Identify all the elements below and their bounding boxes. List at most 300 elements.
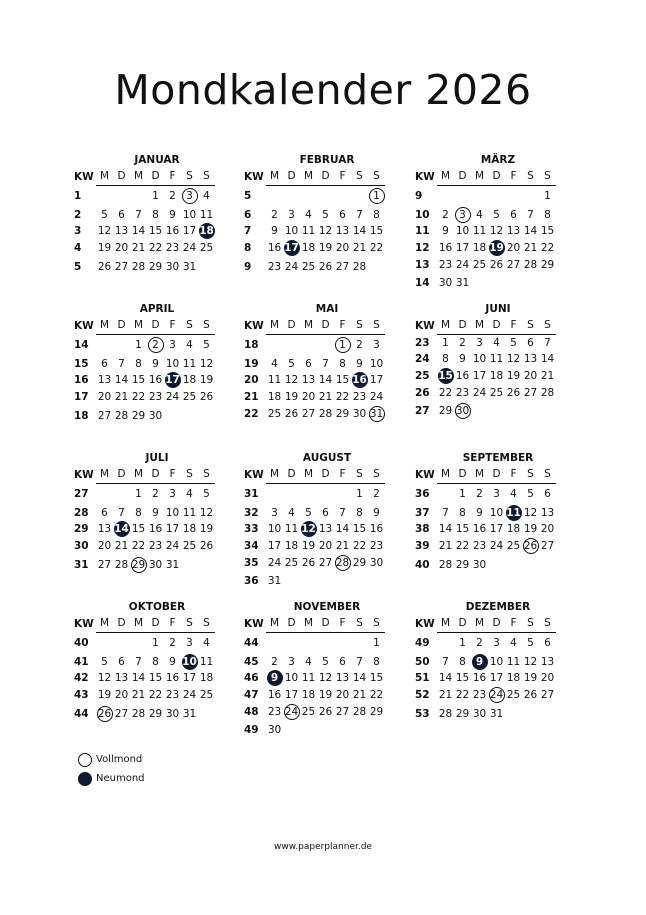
day-cell bbox=[454, 538, 471, 555]
day-cell bbox=[368, 389, 385, 406]
day-number: 22 bbox=[148, 242, 163, 255]
day-number: 2 bbox=[476, 637, 483, 650]
day-number: 5 bbox=[322, 208, 329, 221]
day-number: 3 bbox=[493, 637, 500, 650]
weekday-header: D bbox=[488, 317, 505, 334]
day-number bbox=[182, 554, 198, 570]
day-cell bbox=[317, 571, 334, 592]
day-number: 24 bbox=[489, 540, 504, 553]
day-number: 27 bbox=[318, 556, 333, 569]
full-moon-day: 2 bbox=[148, 337, 164, 353]
day-cell bbox=[147, 703, 164, 724]
day-number: 12 bbox=[284, 374, 299, 387]
day-cell bbox=[454, 223, 471, 240]
day-cell bbox=[334, 256, 351, 277]
day-number: 23 bbox=[165, 242, 180, 255]
day-number bbox=[318, 186, 334, 202]
week-row bbox=[244, 207, 385, 224]
week-row bbox=[244, 654, 385, 671]
month-table bbox=[415, 317, 556, 422]
day-cell bbox=[283, 720, 300, 741]
day-number: 31 bbox=[182, 260, 197, 273]
day-number: 9 bbox=[169, 208, 176, 221]
day-cell bbox=[505, 687, 522, 704]
day-number bbox=[335, 571, 351, 587]
day-number: 27 bbox=[335, 260, 350, 273]
day-number: 29 bbox=[540, 258, 555, 271]
week-number: 36 bbox=[415, 487, 430, 500]
day-number: 10 bbox=[165, 357, 180, 370]
day-cell bbox=[351, 505, 368, 522]
day-cell bbox=[113, 632, 130, 654]
month-name: OKTOBER bbox=[128, 601, 186, 613]
day-number: 22 bbox=[369, 242, 384, 255]
day-number bbox=[284, 571, 300, 587]
day-number: 12 bbox=[199, 506, 214, 519]
day-cell bbox=[522, 703, 539, 724]
day-number: 17 bbox=[369, 374, 384, 387]
day-cell bbox=[317, 670, 334, 687]
month-table bbox=[244, 317, 385, 422]
day-cell bbox=[317, 334, 334, 356]
day-number: 9 bbox=[271, 225, 278, 238]
day-number: 12 bbox=[318, 225, 333, 238]
week-row bbox=[244, 538, 385, 555]
day-number: 14 bbox=[131, 225, 146, 238]
week-number: 9 bbox=[415, 189, 423, 202]
day-number: 8 bbox=[135, 506, 142, 519]
day-number bbox=[267, 633, 283, 649]
day-cell bbox=[300, 521, 317, 538]
day-number bbox=[301, 571, 317, 587]
kw-header: KW bbox=[415, 170, 435, 183]
day-number bbox=[301, 335, 317, 351]
day-cell bbox=[300, 223, 317, 240]
day-cell bbox=[522, 185, 539, 207]
day-number: 15 bbox=[148, 672, 163, 685]
day-cell bbox=[505, 505, 522, 522]
day-cell bbox=[198, 334, 215, 356]
week-row bbox=[74, 538, 215, 555]
day-number: 29 bbox=[369, 705, 384, 718]
week-number: 5 bbox=[244, 189, 252, 202]
day-number: 22 bbox=[455, 689, 470, 702]
day-cell bbox=[198, 703, 215, 724]
day-number: 6 bbox=[544, 637, 551, 650]
full-moon-day: 24 bbox=[489, 689, 504, 702]
day-cell bbox=[147, 521, 164, 538]
day-cell bbox=[539, 554, 556, 575]
day-cell bbox=[164, 405, 181, 426]
day-cell bbox=[164, 554, 181, 575]
week-row bbox=[415, 273, 556, 294]
day-number: 17 bbox=[489, 672, 504, 685]
week-row bbox=[244, 334, 385, 356]
day-number: 22 bbox=[540, 242, 555, 255]
day-cell bbox=[113, 483, 130, 505]
day-number: 30 bbox=[369, 556, 384, 569]
day-number: 5 bbox=[510, 336, 517, 349]
day-cell bbox=[96, 372, 113, 389]
day-number: 7 bbox=[544, 336, 551, 349]
day-cell bbox=[488, 521, 505, 538]
day-number: 14 bbox=[438, 672, 453, 685]
day-number: 4 bbox=[186, 488, 193, 501]
day-cell bbox=[130, 334, 147, 356]
day-cell bbox=[522, 521, 539, 538]
day-cell bbox=[181, 256, 198, 277]
day-cell bbox=[283, 223, 300, 240]
week-number: 27 bbox=[415, 405, 430, 418]
day-number bbox=[455, 186, 471, 202]
day-cell bbox=[181, 687, 198, 704]
day-cell bbox=[317, 389, 334, 406]
day-cell bbox=[283, 405, 300, 422]
day-cell bbox=[505, 632, 522, 654]
day-cell bbox=[283, 389, 300, 406]
day-number: 23 bbox=[267, 705, 282, 718]
weekday-header: S bbox=[351, 317, 368, 334]
day-cell bbox=[96, 240, 113, 257]
day-number bbox=[301, 186, 317, 202]
day-number: 23 bbox=[455, 386, 470, 399]
week-number: 50 bbox=[415, 655, 430, 668]
day-number: 24 bbox=[165, 540, 180, 553]
week-number: 34 bbox=[244, 540, 259, 553]
week-number: 14 bbox=[74, 338, 89, 351]
weekday-header: D bbox=[147, 317, 164, 334]
day-number: 16 bbox=[267, 242, 282, 255]
day-number bbox=[131, 186, 147, 202]
weekday-header: F bbox=[505, 317, 522, 334]
week-number: 10 bbox=[415, 208, 430, 221]
weekday-header: S bbox=[522, 317, 539, 334]
day-number: 6 bbox=[527, 336, 534, 349]
day-number: 28 bbox=[438, 558, 453, 571]
kw-header: KW bbox=[244, 617, 264, 630]
day-number: 4 bbox=[288, 506, 295, 519]
day-number: 25 bbox=[199, 689, 214, 702]
month-april bbox=[74, 301, 218, 426]
day-number: 11 bbox=[284, 523, 299, 536]
day-number: 23 bbox=[148, 540, 163, 553]
week-number: 9 bbox=[244, 260, 252, 273]
day-number: 8 bbox=[544, 208, 551, 221]
day-cell bbox=[147, 372, 164, 389]
day-cell bbox=[181, 554, 198, 575]
week-row bbox=[74, 483, 215, 505]
week-number: 36 bbox=[244, 575, 259, 588]
day-cell bbox=[454, 256, 471, 273]
day-cell bbox=[266, 703, 283, 720]
day-cell bbox=[266, 505, 283, 522]
new-moon-icon bbox=[78, 772, 92, 786]
day-cell bbox=[351, 372, 368, 389]
day-cell bbox=[522, 670, 539, 687]
week-number: 52 bbox=[415, 689, 430, 702]
day-number: 23 bbox=[148, 391, 163, 404]
day-number: 23 bbox=[369, 540, 384, 553]
day-cell bbox=[96, 334, 113, 356]
day-cell bbox=[351, 720, 368, 741]
day-number: 30 bbox=[165, 707, 180, 720]
day-cell bbox=[147, 538, 164, 555]
day-number: 18 bbox=[199, 672, 214, 685]
week-row bbox=[244, 223, 385, 240]
day-cell bbox=[96, 185, 113, 207]
day-number bbox=[489, 273, 505, 289]
week-number: 16 bbox=[74, 374, 89, 387]
day-cell bbox=[198, 405, 215, 426]
week-row bbox=[244, 240, 385, 257]
day-number bbox=[352, 720, 368, 736]
week-row bbox=[74, 223, 215, 240]
day-number: 3 bbox=[186, 637, 193, 650]
day-number bbox=[506, 401, 522, 417]
day-cell bbox=[351, 632, 368, 654]
weekday-header: D bbox=[113, 615, 130, 632]
day-number: 24 bbox=[472, 386, 487, 399]
day-number: 1 bbox=[373, 637, 380, 650]
weekday-header: M bbox=[96, 615, 113, 632]
day-cell bbox=[317, 505, 334, 522]
day-cell bbox=[317, 654, 334, 671]
day-cell bbox=[334, 687, 351, 704]
day-number: 18 bbox=[301, 242, 316, 255]
day-cell bbox=[198, 356, 215, 373]
day-cell bbox=[471, 654, 488, 671]
day-number: 21 bbox=[352, 689, 367, 702]
day-cell bbox=[488, 687, 505, 704]
weekday-header: S bbox=[181, 466, 198, 483]
day-number: 13 bbox=[335, 225, 350, 238]
day-number bbox=[369, 571, 385, 587]
day-cell bbox=[198, 687, 215, 704]
weekday-header-row bbox=[415, 466, 556, 483]
day-cell bbox=[266, 372, 283, 389]
day-cell bbox=[181, 372, 198, 389]
day-number: 2 bbox=[152, 488, 159, 501]
day-cell bbox=[130, 654, 147, 671]
day-cell bbox=[198, 521, 215, 538]
day-number bbox=[523, 273, 539, 289]
weekday-header: D bbox=[283, 317, 300, 334]
day-number bbox=[472, 273, 488, 289]
week-row bbox=[244, 185, 385, 207]
day-cell bbox=[300, 389, 317, 406]
weekday-header: D bbox=[454, 615, 471, 632]
day-cell bbox=[113, 207, 130, 224]
week-row bbox=[74, 521, 215, 538]
day-number: 16 bbox=[165, 225, 180, 238]
week-number: 37 bbox=[415, 506, 430, 519]
weekday-header: S bbox=[539, 317, 556, 334]
day-number: 30 bbox=[352, 407, 367, 420]
week-number: 7 bbox=[244, 225, 252, 238]
day-cell bbox=[539, 401, 556, 422]
day-cell bbox=[113, 334, 130, 356]
day-number bbox=[284, 335, 300, 351]
day-cell bbox=[317, 632, 334, 654]
day-number bbox=[318, 720, 334, 736]
day-number: 15 bbox=[131, 523, 146, 536]
day-cell bbox=[147, 240, 164, 257]
week-number: 40 bbox=[415, 558, 430, 571]
day-cell bbox=[113, 223, 130, 240]
day-number: 5 bbox=[527, 488, 534, 501]
day-number bbox=[318, 633, 334, 649]
day-number bbox=[369, 256, 385, 272]
day-cell bbox=[471, 401, 488, 422]
day-cell bbox=[351, 703, 368, 720]
day-cell bbox=[437, 240, 454, 257]
day-cell bbox=[96, 554, 113, 575]
day-number: 8 bbox=[339, 357, 346, 370]
day-number: 12 bbox=[97, 225, 112, 238]
week-row bbox=[244, 521, 385, 538]
day-cell bbox=[471, 483, 488, 505]
week-number: 33 bbox=[244, 523, 259, 536]
kw-header: KW bbox=[74, 617, 94, 630]
weekday-header: S bbox=[539, 466, 556, 483]
day-cell bbox=[522, 401, 539, 422]
day-number: 24 bbox=[182, 689, 197, 702]
day-number: 21 bbox=[438, 689, 453, 702]
day-number: 1 bbox=[459, 488, 466, 501]
day-number: 24 bbox=[284, 260, 299, 273]
day-number: 2 bbox=[442, 208, 449, 221]
day-cell bbox=[505, 273, 522, 294]
day-cell bbox=[130, 207, 147, 224]
day-cell bbox=[266, 405, 283, 422]
day-number: 2 bbox=[373, 488, 380, 501]
month-dezember bbox=[415, 599, 559, 724]
day-cell bbox=[317, 538, 334, 555]
day-cell bbox=[505, 670, 522, 687]
day-cell bbox=[96, 223, 113, 240]
new-moon-day: 17 bbox=[165, 374, 180, 387]
full-moon-day: 3 bbox=[455, 207, 471, 223]
weekday-header: D bbox=[113, 466, 130, 483]
weekday-header: F bbox=[334, 615, 351, 632]
day-cell bbox=[471, 687, 488, 704]
day-number: 6 bbox=[118, 208, 125, 221]
week-row bbox=[74, 654, 215, 671]
week-number: 44 bbox=[244, 636, 259, 649]
day-number: 8 bbox=[356, 506, 363, 519]
day-cell bbox=[283, 334, 300, 356]
day-cell bbox=[96, 505, 113, 522]
day-cell bbox=[368, 703, 385, 720]
day-number: 6 bbox=[305, 357, 312, 370]
day-cell bbox=[539, 384, 556, 401]
weekday-header: S bbox=[181, 317, 198, 334]
day-cell bbox=[147, 356, 164, 373]
day-number bbox=[318, 484, 334, 500]
day-number: 28 bbox=[352, 705, 367, 718]
day-number: 31 bbox=[182, 707, 197, 720]
day-cell bbox=[96, 405, 113, 426]
day-cell bbox=[164, 483, 181, 505]
month-name: AUGUST bbox=[302, 452, 352, 464]
day-number: 12 bbox=[489, 225, 504, 238]
day-cell bbox=[454, 384, 471, 401]
day-number: 11 bbox=[182, 357, 197, 370]
day-cell bbox=[181, 670, 198, 687]
day-number: 28 bbox=[131, 707, 146, 720]
day-cell bbox=[522, 240, 539, 257]
day-number: 26 bbox=[301, 556, 316, 569]
day-cell bbox=[181, 538, 198, 555]
day-cell bbox=[351, 356, 368, 373]
weekday-header: M bbox=[437, 317, 454, 334]
day-cell bbox=[351, 185, 368, 207]
day-number: 26 bbox=[318, 260, 333, 273]
day-cell bbox=[505, 240, 522, 257]
day-number: 13 bbox=[540, 506, 555, 519]
day-cell bbox=[437, 384, 454, 401]
week-number: 30 bbox=[74, 540, 89, 553]
day-cell bbox=[368, 256, 385, 277]
day-number: 23 bbox=[438, 258, 453, 271]
day-cell bbox=[522, 554, 539, 575]
day-number: 20 bbox=[335, 242, 350, 255]
day-cell bbox=[351, 538, 368, 555]
day-cell bbox=[317, 405, 334, 422]
day-number: 9 bbox=[373, 506, 380, 519]
day-number: 7 bbox=[118, 357, 125, 370]
week-row bbox=[415, 240, 556, 257]
month-name: MAI bbox=[315, 303, 339, 315]
day-cell bbox=[368, 505, 385, 522]
week-number: 49 bbox=[244, 724, 259, 737]
day-cell bbox=[488, 483, 505, 505]
week-row bbox=[74, 554, 215, 575]
day-cell bbox=[283, 554, 300, 571]
week-row bbox=[415, 207, 556, 224]
day-number: 4 bbox=[203, 190, 210, 203]
legend-new-label: Neumond bbox=[96, 773, 145, 784]
day-number: 28 bbox=[523, 258, 538, 271]
day-cell bbox=[368, 223, 385, 240]
day-cell bbox=[488, 223, 505, 240]
day-cell bbox=[368, 554, 385, 571]
month-november bbox=[244, 599, 388, 741]
day-cell bbox=[471, 632, 488, 654]
day-number: 21 bbox=[318, 391, 333, 404]
day-cell bbox=[130, 703, 147, 724]
day-number: 10 bbox=[489, 655, 504, 668]
day-cell bbox=[454, 670, 471, 687]
day-cell bbox=[147, 632, 164, 654]
day-number: 16 bbox=[472, 672, 487, 685]
day-number: 21 bbox=[438, 540, 453, 553]
week-number: 45 bbox=[244, 655, 259, 668]
week-number: 48 bbox=[244, 705, 259, 718]
weekday-header-row bbox=[74, 466, 215, 483]
day-cell bbox=[317, 185, 334, 207]
day-number: 1 bbox=[152, 190, 159, 203]
footer-url: www.paperplanner.de bbox=[274, 842, 372, 852]
day-cell bbox=[181, 505, 198, 522]
day-cell bbox=[317, 521, 334, 538]
day-cell bbox=[300, 670, 317, 687]
weekday-header: M bbox=[266, 317, 283, 334]
weekday-header: S bbox=[198, 466, 215, 483]
day-cell bbox=[454, 207, 471, 224]
day-cell bbox=[130, 185, 147, 207]
day-number bbox=[301, 484, 317, 500]
